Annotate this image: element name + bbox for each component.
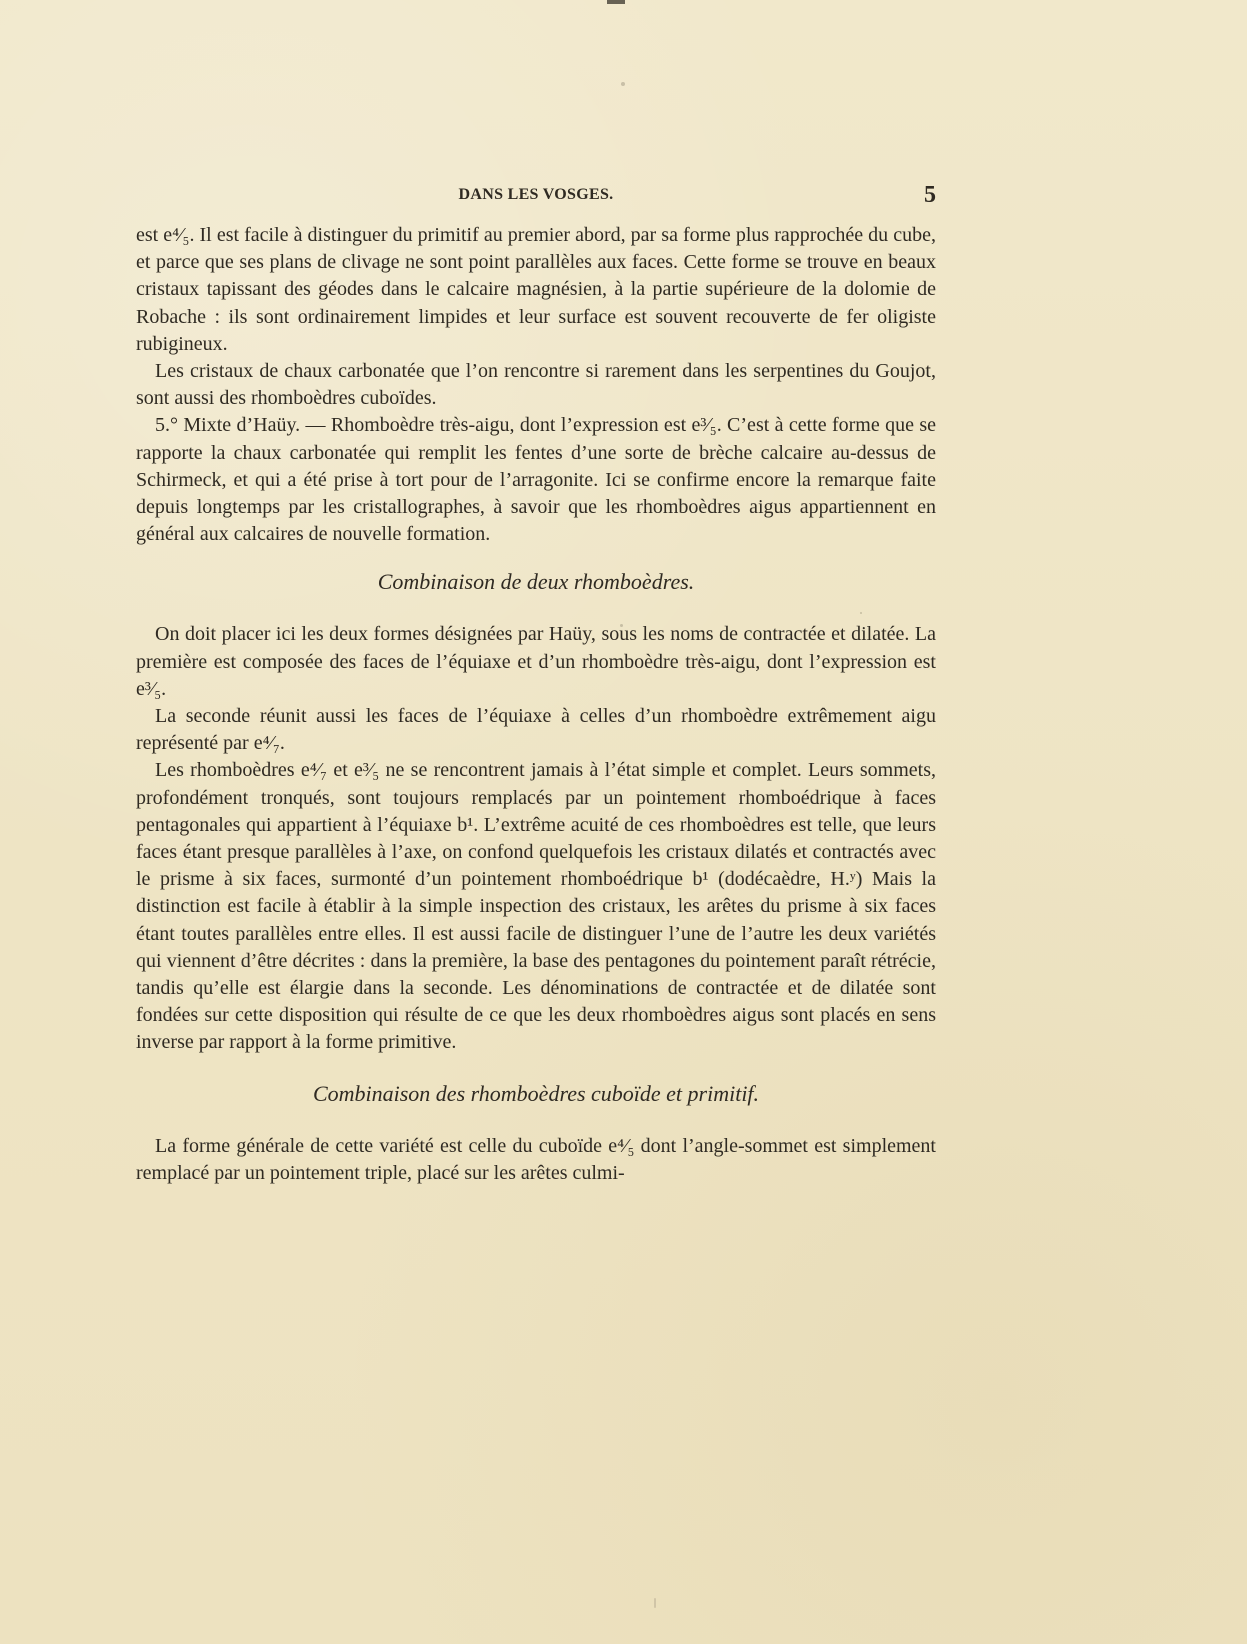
section-1-paragraph-3: Les rhomboèdres e⁴⁄₇ et e³⁄₅ ne se rencontrent jamais à l’état simple et complet. Leurs sommets, profondément tronqués, sont toujours remplacés par un pointement rhomboédrique à faces pentagonales qui appartient à l’équiaxe b¹. L’extrême acuité de ces rhomboèdres est telle, que leurs faces étant presque parallèles à l’axe, on confond quelquefois les cristaux dilatés et contractés avec le prisme à six faces, surmonté d’un pointement rhomboédrique b¹ (dodécaèdre, H.ʸ) Mais la distinction est facile à établir à la simple inspection des cristaux, les arêtes du prisme à six faces étant toutes parallèles entre elles. Il est aussi facile de distinguer l’une de l’autre les deux variétés qui viennent d’être décrites : dans la première, la base des pentagones du pointement paraît rétrécie, tandis qu’elle est élargie dans la seconde. Les dénominations de contractée et de dilatée sont fondées sur cette disposition qui résulte de ce que les deux rhomboèdres aigus sont placés en sens inverse par rapport à la forme primitive. [136,759,936,1054]
paragraph-1: est e⁴⁄₅. Il est facile à distinguer du primitif au premier abord, par sa forme plus rapprochée du cube, et parce que ses plans de clivage ne sont point parallèles aux faces. Cette forme se trouve en beaux cristaux tapissant des géodes dans le calcaire magnésien, à la partie supérieure de la dolomie de Robache : ils sont ordinairement limpides et leur surface est souvent recouverte de fer oligiste rubigineux. [136,224,936,355]
paper-spot [620,624,623,627]
running-title: DANS LES VOSGES. [458,186,614,203]
section-1-paragraph-2: La seconde réunit aussi les faces de l’équiaxe à celles d’un rhomboèdre extrêmement aigu représenté par e⁴⁄₇. [136,705,936,755]
paper-spot [621,82,625,86]
paragraph-3: 5.° Mixte d’Haüy. — Rhomboèdre très-aigu, dont l’expression est e³⁄₅. C’est à cette forme que se rapporte la chaux carbonatée qui remplit les fentes d’une sorte de brèche calcaire au-dessus de Schirmeck, et qui a été prise à tort pour de l’arragonite. Ici se confirme encore la remarque faite depuis longtemps par les cristallographes, à savoir que les rhomboèdres aigus appartiennent en général aux calcaires de nouvelle formation. [136,414,936,546]
page-header [136,182,936,216]
section-title-2: Combinaison des rhomboèdres cuboïde et primitif. [312,1080,760,1106]
scan-top-mark [607,0,625,4]
page-number: 5 [924,182,936,208]
main-text [136,222,936,1187]
section-title-1: Combinaison de deux rhomboèdres. [377,569,695,595]
paper-spot [860,612,862,614]
section-2-paragraph-1: La forme générale de cette variété est celle du cuboïde e⁴⁄₅ dont l’angle-sommet est simplement remplacé par un pointement triple, placé sur les arêtes culmi- [136,1134,936,1184]
section-gap [136,1057,936,1060]
paragraph-2: Les cristaux de chaux carbonatée que l’on rencontre si rarement dans les serpentines du Goujot, sont aussi des rhomboèdres cuboïdes. [136,360,936,410]
paper-mark [654,1598,656,1608]
section-1-paragraph-1: On doit placer ici les deux formes désignées par Haüy, sous les noms de contractée et dilatée. La première est composée des faces de l’équiaxe et d’un rhomboèdre très-aigu, dont l’expression est e³⁄₅. [136,623,936,700]
